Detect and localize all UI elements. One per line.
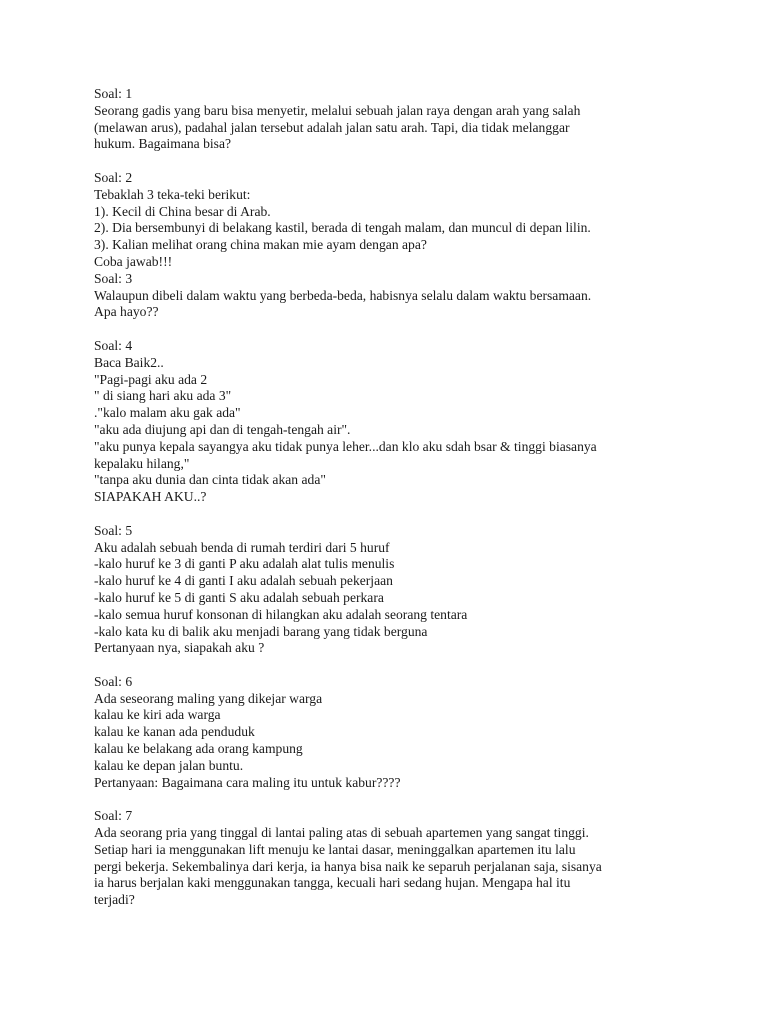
text-line: "Pagi-pagi aku ada 2 [94,371,208,387]
text-line: (melawan arus), padahal jalan tersebut adalah jalan satu arah. Tapi, dia tidak melanggar [94,119,570,135]
text-line: Baca Baik2.. [94,354,164,370]
blank-line [94,657,714,674]
question-heading: Soal: 1 [94,86,133,101]
blank-line [94,506,714,523]
blank-line [94,321,714,338]
text-line: -kalo huruf ke 5 di ganti S aku adalah sebuah perkara [94,589,384,605]
text-line: hukum. Bagaimana bisa? [94,136,232,152]
blank-line [94,791,714,808]
text-line: SIAPAKAH AKU..? [94,489,207,505]
text-line: -kalo huruf ke 3 di ganti P aku adalah alat tulis menulis [94,556,395,572]
text-line: kalau ke kiri ada warga [94,707,221,723]
text-line: "aku punya kepala sayangya aku tidak punya leher...dan klo aku sdah bsar & tinggi biasanya [94,438,597,454]
text-line: Walaupun dibeli dalam waktu yang berbeda-beda, habisnya selalu dalam waktu bersamaan. [94,287,592,303]
text-line: -kalo semua huruf konsonan di hilangkan aku adalah seorang tentara [94,606,468,622]
text-line: ."kalo malam aku gak ada" [94,405,241,421]
text-line: Ada seorang pria yang tinggal di lantai paling atas di sebuah apartemen yang sangat tinggi. [94,825,589,841]
text-line: Coba jawab!!! [94,253,173,269]
question-heading: Soal: 3 [94,270,133,286]
text-line: kalau ke belakang ada orang kampung [94,741,303,757]
text-line: Pertanyaan nya, siapakah aku ? [94,640,265,656]
text-line: -kalo kata ku di balik aku menjadi barang yang tidak berguna [94,623,428,639]
text-line: ia harus berjalan kaki menggunakan tangga, kecuali hari sedang hujan. Mengapa hal itu [94,875,571,891]
document-page [94,86,714,909]
text-line: Apa hayo?? [94,304,159,320]
text-line: kalau ke kanan ada penduduk [94,724,255,740]
text-line: "aku ada diujung api dan di tengah-tengah air". [94,421,351,437]
question-heading: Soal: 6 [94,673,133,689]
text-line: Ada seseorang maling yang dikejar warga [94,690,323,706]
text-line: "tanpa aku dunia dan cinta tidak akan ada" [94,472,326,488]
text-line: terjadi? [94,892,135,908]
blank-line [94,153,714,170]
text-line: 2). Dia bersembunyi di belakang kastil, berada di tengah malam, dan muncul di depan lilin. [94,220,591,236]
text-line: Seorang gadis yang baru bisa menyetir, melalui sebuah jalan raya dengan arah yang salah [94,102,581,118]
text-line: Setiap hari ia menggunakan lift menuju ke lantai dasar, meninggalkan apartemen itu lalu [94,841,576,857]
question-heading: Soal: 7 [94,808,133,824]
question-heading: Soal: 2 [94,169,133,185]
text-line: " di siang hari aku ada 3" [94,388,232,404]
text-line: pergi bekerja. Sekembalinya dari kerja, ia hanya bisa naik ke separuh perjalanan saja, sisanya [94,858,602,874]
text-line: Pertanyaan: Bagaimana cara maling itu untuk kabur???? [94,774,401,790]
text-line: 1). Kecil di China besar di Arab. [94,203,271,219]
text-line: -kalo huruf ke 4 di ganti I aku adalah sebuah pekerjaan [94,573,393,589]
text-line: kepalaku hilang," [94,455,190,471]
question-heading: Soal: 5 [94,522,133,538]
question-heading: Soal: 4 [94,337,133,353]
text-line: kalau ke depan jalan buntu. [94,757,244,773]
text-line: Aku adalah sebuah benda di rumah terdiri dari 5 huruf [94,539,390,555]
text-line: Tebaklah 3 teka-teki berikut: [94,186,251,202]
text-line: 3). Kalian melihat orang china makan mie ayam dengan apa? [94,237,427,253]
